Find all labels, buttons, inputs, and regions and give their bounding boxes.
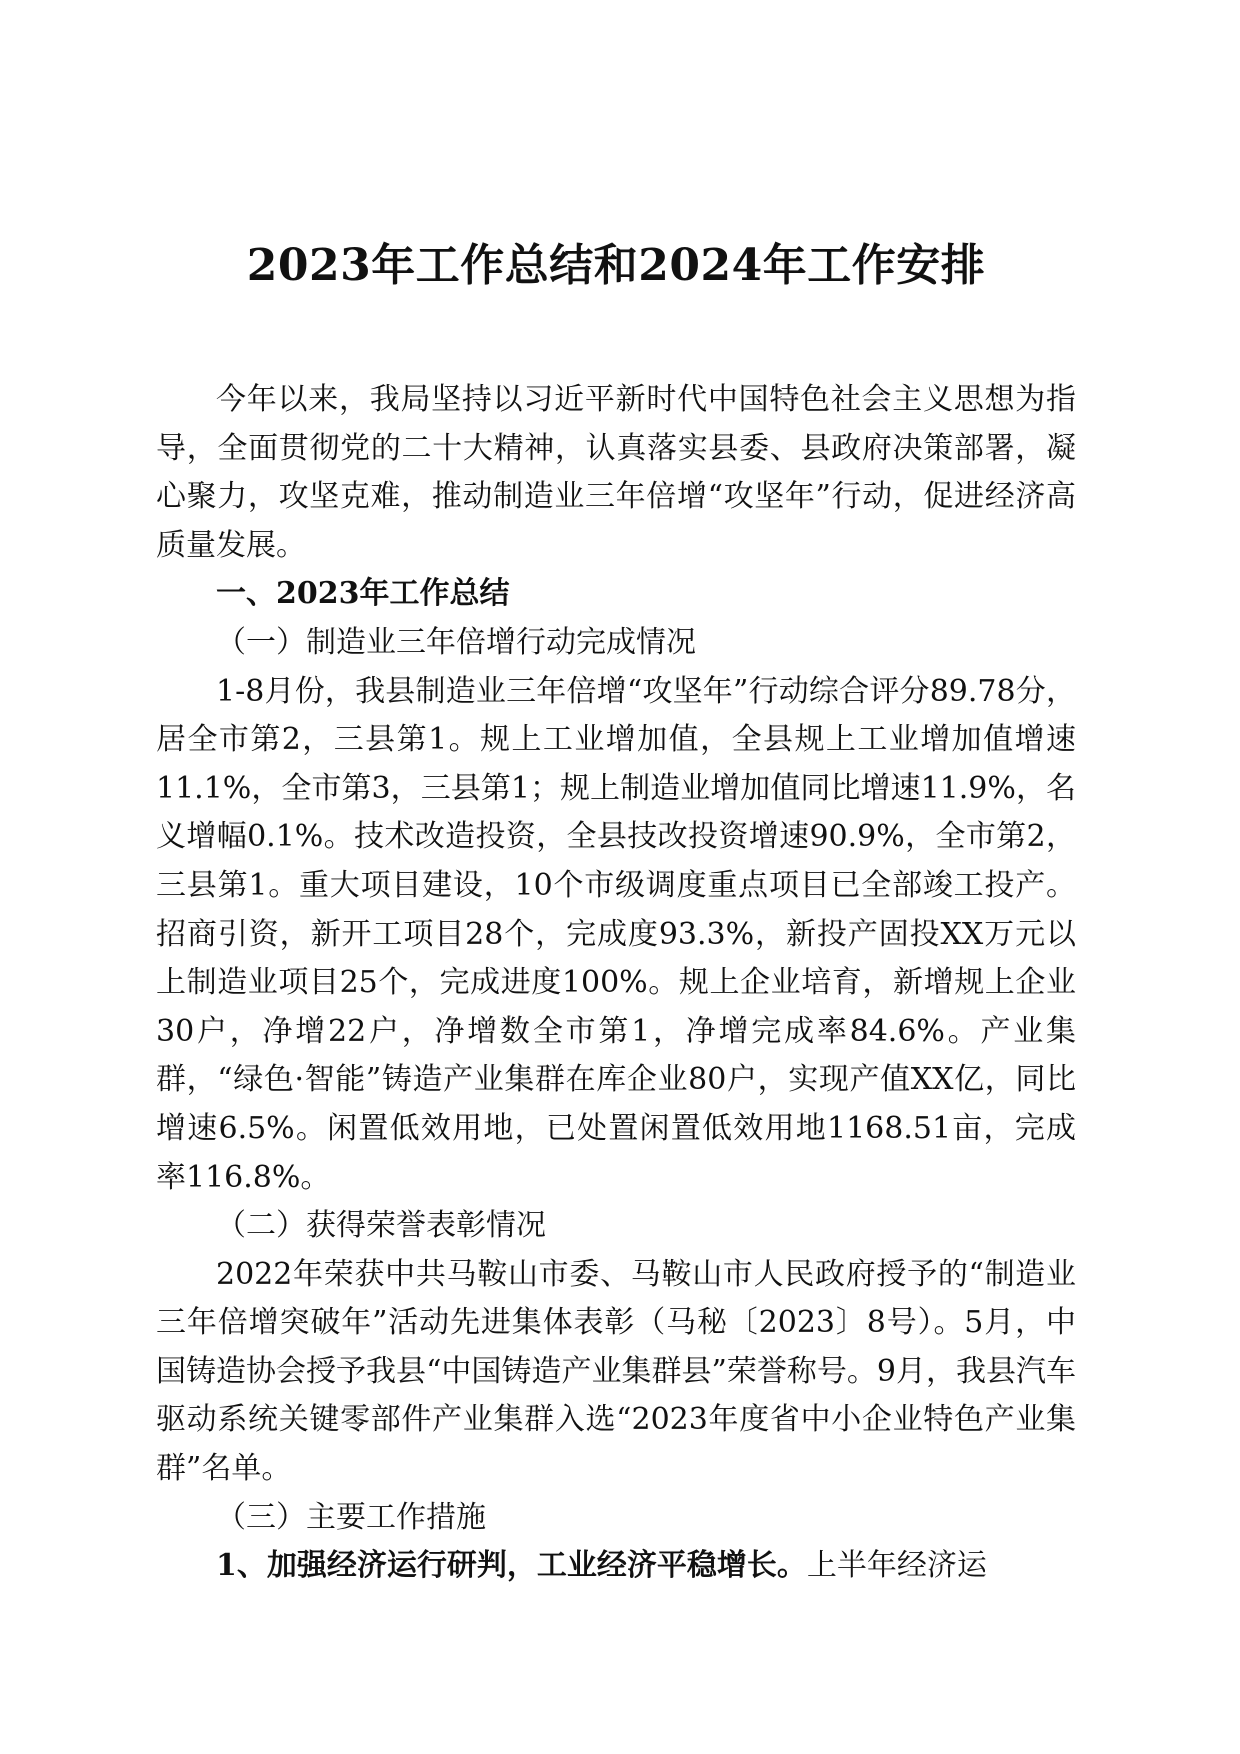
subsection-heading-manufacturing: （一）制造业三年倍增行动完成情况 [216,624,696,660]
document-body [156,376,1076,1591]
subsection-heading-honors: （二）获得荣誉表彰情况 [216,1208,546,1244]
manufacturing-paragraph: 1-8月份，我县制造业三年倍增“攻坚年”行动综合评分89.78分，居全市第2，三县第1。规上工业增加值，全县规上工业增加值增速11.1%，全市第3，三县第1；规上制造业增加值同比增速11.9%，名义增幅0.1%。技术改造投资，全县技改投资增速90.9%，全市第2，三县第1。重大项目建设，10个市级调度重点项目已全部竣工投产。招商引资，新开工项目28个，完成度93.3%，新投产固投XX万元以上制造业项目25个，完成进度100%。规上企业培育，新增规上企业30户，净增22户，净增数全市第1，净增完成率84.6%。产业集群，“绿色·智能”铸造产业集群在库企业80户，实现产值XX亿，同比增速6.5%。闲置低效用地，已处置闲置低效用地1168.51亩，完成率116.8%。 [156,673,1076,1195]
measure-item-1-body: 上半年经济运 [806,1548,987,1584]
document-page [156,0,1076,1754]
subsection-heading-measures: （三）主要工作措施 [216,1499,486,1535]
section-heading-summary: 一、2023年工作总结 [216,576,510,612]
intro-paragraph: 今年以来，我局坚持以习近平新时代中国特色社会主义思想为指导，全面贯彻党的二十大精神，认真落实县委、县政府决策部署，凝心聚力，攻坚克难，推动制造业三年倍增“攻坚年”行动，促进经济高质量发展。 [156,382,1076,563]
honors-paragraph: 2022年荣获中共马鞍山市委、马鞍山市人民政府授予的“制造业三年倍增突破年”活动先进集体表彰（马秘〔2023〕8号）。5月，中国铸造协会授予我县“中国铸造产业集群县”荣誉称号。9月，我县汽车驱动系统关键零部件产业集群入选“2023年度省中小企业特色产业集群”名单。 [156,1256,1076,1487]
measure-item-1 [156,1542,1076,1591]
document-title: 2023年工作总结和2024年工作安排 [246,240,986,291]
measure-item-1-lead: 1、加强经济运行研判，工业经济平稳增长。 [216,1548,807,1584]
